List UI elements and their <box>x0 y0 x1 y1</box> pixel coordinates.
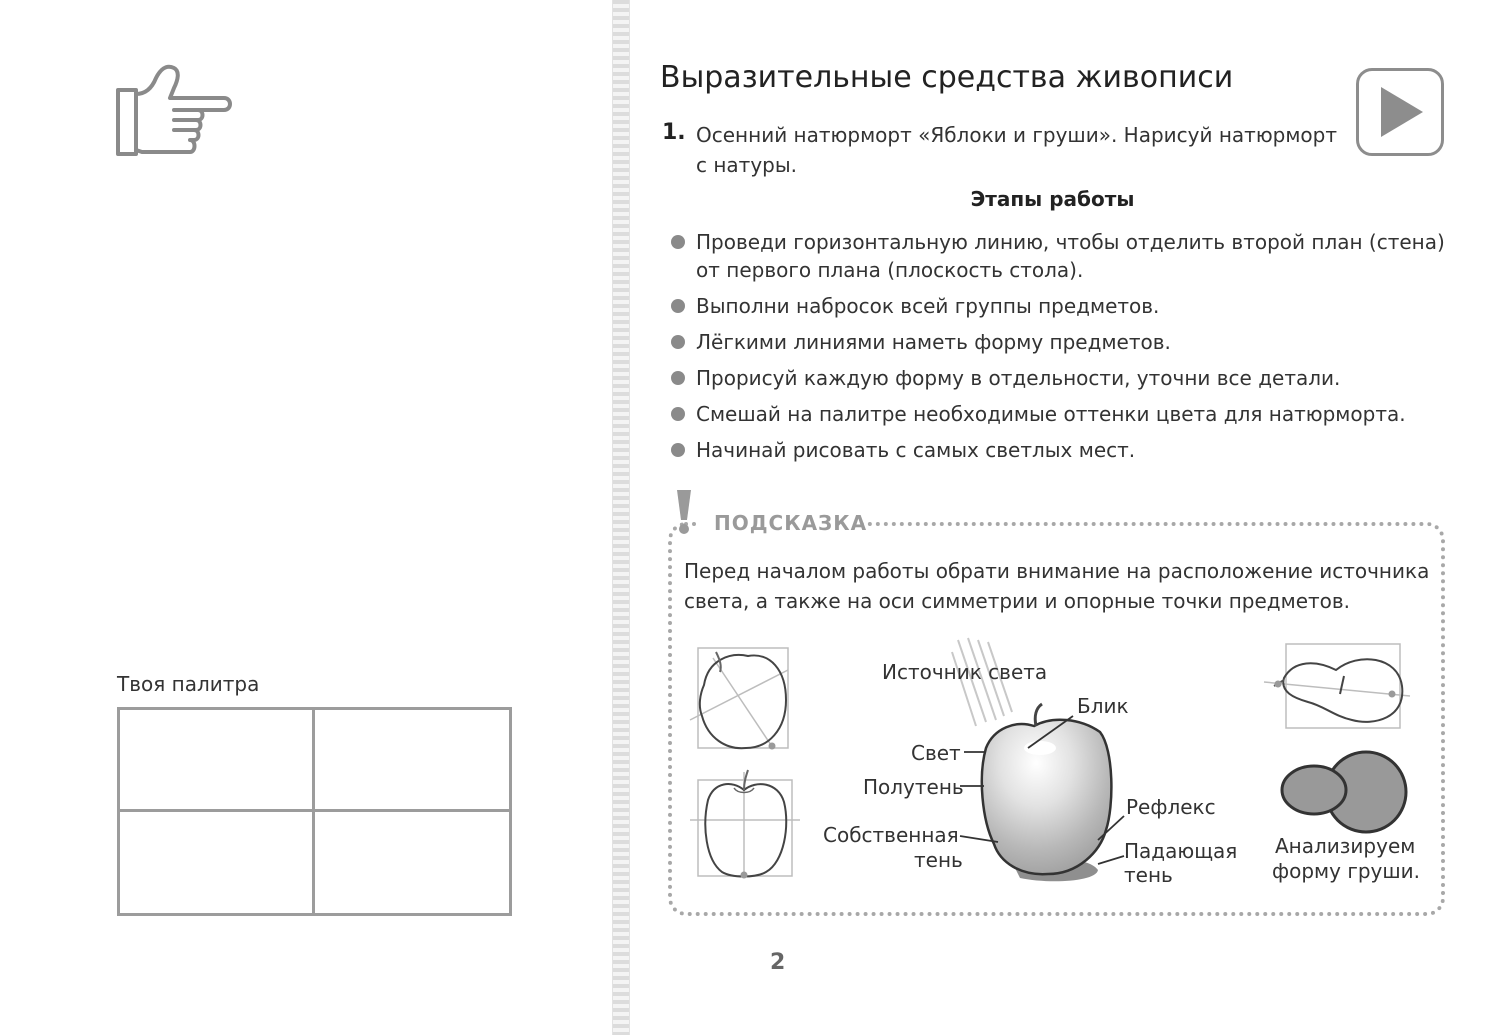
steps-heading: Этапы работы <box>970 187 1135 211</box>
hint-label: ПОДСКАЗКА <box>714 511 868 535</box>
page-number: 2 <box>770 950 786 975</box>
list-item: Лёгкими линиями наметь форму предметов. <box>668 328 1458 356</box>
label-own-shadow-1: Собственная <box>823 823 959 847</box>
pear-shapes-icon <box>1282 752 1406 832</box>
task-number: 1. <box>662 120 686 145</box>
label-cast-shadow-2: тень <box>1124 863 1173 887</box>
still-life-illustration <box>668 630 1438 900</box>
label-pear-caption-1: Анализируем <box>1275 834 1416 858</box>
bullet-icon <box>671 443 685 457</box>
label-pear-caption-2: форму груши. <box>1272 859 1421 883</box>
bullet-icon <box>671 335 685 349</box>
exclamation-icon <box>672 488 696 540</box>
palette-cell[interactable] <box>315 710 510 812</box>
palette-grid <box>117 707 512 916</box>
bullet-icon <box>671 407 685 421</box>
label-highlight: Блик <box>1077 694 1129 718</box>
list-item: Проведи горизонтальную линию, чтобы отделить второй план (стена) от первого плана (плоскость стола). <box>668 228 1458 284</box>
label-light-source: Источник света <box>882 660 1048 684</box>
play-icon <box>1359 71 1441 153</box>
pointing-hand-icon <box>112 62 236 164</box>
play-button[interactable] <box>1356 68 1444 156</box>
hint-text: Перед началом работы обрати внимание на расположение источника света, а также на оси симметрии и опорные точки предметов. <box>684 559 1430 613</box>
palette-cell[interactable] <box>315 812 510 914</box>
list-item: Выполни набросок всей группы предметов. <box>668 292 1458 320</box>
palette-cell[interactable] <box>120 812 315 914</box>
task-text: Осенний натюрморт «Яблоки и груши». Нарисуй натюрморт с натуры. <box>696 123 1338 177</box>
list-item: Прорисуй каждую форму в отдельности, уточни все детали. <box>668 364 1458 392</box>
page-title: Выразительные средства живописи <box>660 60 1234 95</box>
palette-label: Твоя палитра <box>117 672 260 696</box>
bullet-icon <box>671 299 685 313</box>
page-spine <box>612 0 630 1035</box>
palette-cell[interactable] <box>120 710 315 812</box>
label-reflex: Рефлекс <box>1126 795 1216 819</box>
bullet-icon <box>671 235 685 249</box>
list-item: Смешай на палитре необходимые оттенки цвета для натюрморта. <box>668 400 1458 428</box>
steps-list <box>668 228 1458 464</box>
label-cast-shadow-1: Падающая <box>1124 839 1238 863</box>
bullet-icon <box>671 371 685 385</box>
label-light: Свет <box>911 741 961 765</box>
label-own-shadow-2: тень <box>914 848 963 872</box>
list-item: Начинай рисовать с самых светлых мест. <box>668 436 1458 464</box>
label-halftone: Полутень <box>863 775 964 799</box>
